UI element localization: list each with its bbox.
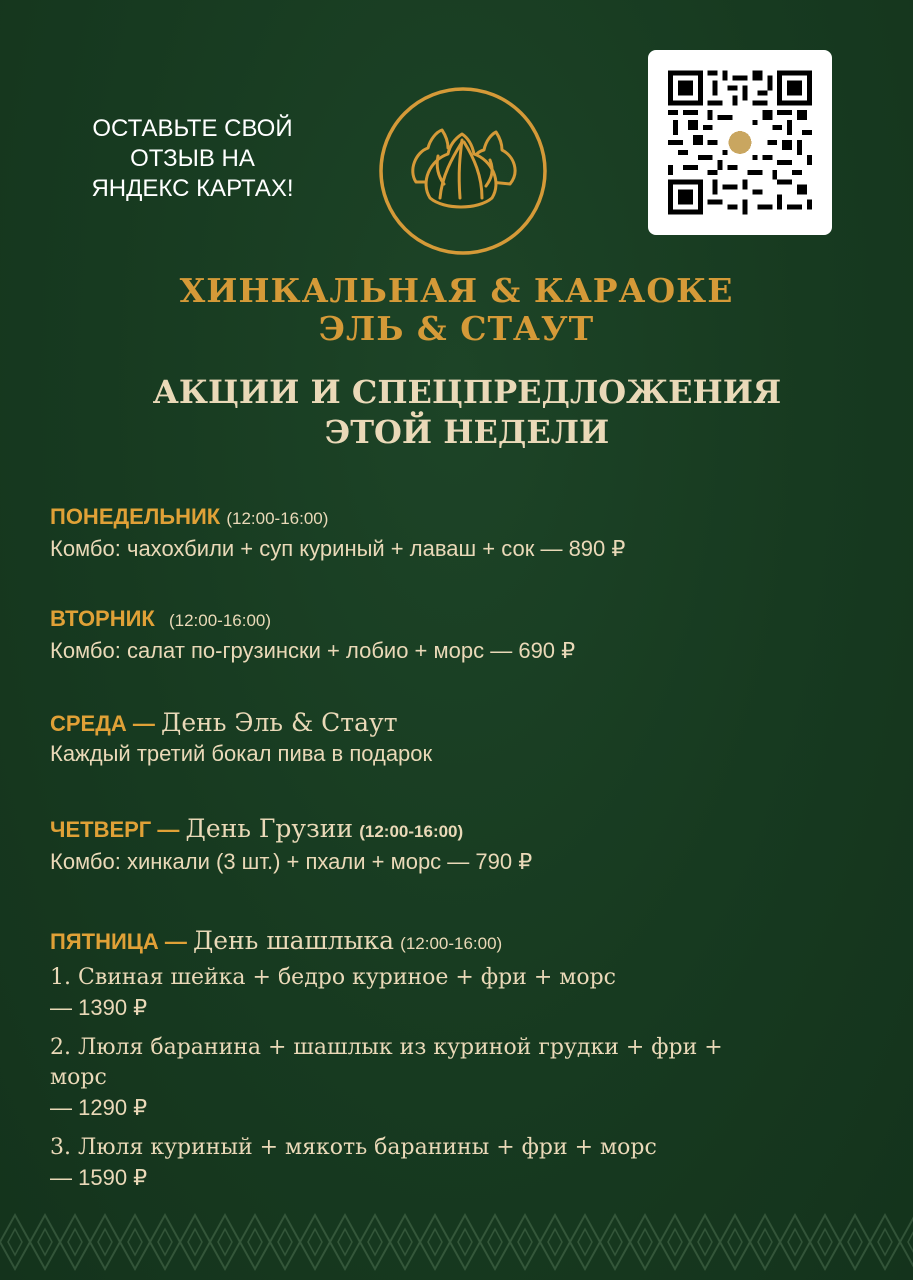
offer-line: Комбо: салат по-грузински + лобио + морс — 690 ₽ [50, 638, 576, 663]
day-theme: День Грузии [185, 814, 354, 843]
day-name: СРЕДА [50, 711, 127, 736]
brand-line-2: ЭЛЬ & СТАУТ [318, 309, 595, 348]
offer-line: Комбо: хинкали (3 шт.) + пхали + морс — 790 ₽ [50, 849, 533, 874]
ornament-pattern [0, 1205, 913, 1280]
monday-offer [50, 502, 880, 564]
combo-text: 2. Люля баранина + шашлык из куриной грудки + фри + [50, 1035, 723, 1060]
offer-line: Комбо: чахохбили + суп куриный + лаваш + сок — 890 ₽ [50, 536, 626, 561]
combo-text: 1. Свиная шейка + бедро куриное + фри + морс [50, 965, 617, 990]
combo-text: 3. Люля куриный + мякоть баранины + фри + морс [50, 1135, 657, 1160]
qr-code-icon[interactable] [668, 70, 812, 215]
day-name: ЧЕТВЕРГ [50, 817, 152, 842]
dash: — [132, 711, 155, 736]
time-range: (12:00-16:00) [359, 822, 464, 841]
list-item [50, 1133, 880, 1193]
thursday-offer [50, 814, 880, 877]
list-item [50, 1033, 880, 1123]
brand-line-1: ХИНКАЛЬНАЯ & КАРАОКЕ [179, 271, 734, 310]
promo-title [0, 372, 913, 452]
tuesday-offer [50, 604, 880, 666]
day-theme: День Эль & Стаут [161, 708, 398, 737]
combo-price: — 1390 ₽ [50, 995, 148, 1020]
combo-text-continued: морс [50, 1065, 107, 1090]
brand-name [0, 272, 913, 348]
offer-line: Каждый третий бокал пива в подарок [50, 741, 433, 766]
combo-price: — 1590 ₽ [50, 1165, 148, 1190]
day-name: ВТОРНИК [50, 606, 155, 631]
review-text-line-3: ЯНДЕКС КАРТАХ! [91, 175, 294, 202]
day-name: ПЯТНИЦА [50, 929, 159, 954]
day-theme: День шашлыка [192, 926, 395, 955]
day-name: ПОНЕДЕЛЬНИК [50, 504, 221, 529]
combo-price: — 1290 ₽ [50, 1095, 148, 1120]
dash: — [164, 929, 187, 954]
time-range: (12:00-16:00) [400, 934, 503, 953]
dash: — [157, 817, 180, 842]
list-item [50, 963, 880, 1023]
friday-offer [50, 926, 880, 1193]
promo-title-line-2: ЭТОЙ НЕДЕЛИ [324, 413, 610, 451]
yandex-review-call-to-action [70, 114, 315, 204]
time-range: (12:00-16:00) [226, 509, 329, 528]
wednesday-offer [50, 708, 880, 769]
qr-code-card[interactable] [648, 50, 832, 235]
review-text-line-2: ОТЗЫВ НА [130, 145, 255, 172]
promo-title-line-1: АКЦИИ И СПЕЦПРЕДЛОЖЕНИЯ [152, 373, 782, 411]
khinkali-logo-icon [378, 86, 548, 256]
time-range: (12:00-16:00) [168, 611, 272, 630]
review-text-line-1: ОСТАВЬТЕ СВОЙ [92, 115, 293, 142]
